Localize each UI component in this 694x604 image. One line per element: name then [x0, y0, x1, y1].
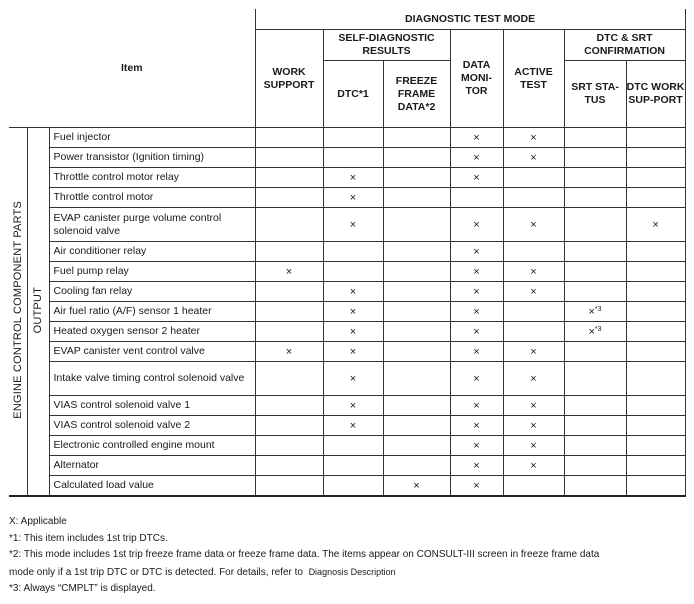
self-diag-header: SELF-DIAGNOSTIC RESULTS: [323, 30, 450, 61]
applicable-mark: ×: [652, 218, 659, 231]
dtc-work-support-header: DTC WORK SUP-PORT: [626, 61, 685, 128]
dtc-cell: [323, 456, 383, 476]
applicable-mark: ×: [530, 459, 537, 472]
srt-status-cell: [564, 242, 626, 262]
applicable-mark: ×: [349, 399, 357, 412]
srt-status-header: SRT STA-TUS: [564, 61, 626, 128]
dtc-work-support-cell: [626, 128, 685, 148]
work-support-cell: [255, 342, 323, 362]
dtc-work-support-cell: [626, 476, 685, 497]
active-test-cell: [503, 396, 564, 416]
data-monitor-cell: [450, 342, 503, 362]
data-monitor-cell: [450, 416, 503, 436]
dtc-cell: [323, 242, 383, 262]
dtc-cell: [323, 168, 383, 188]
work-support-cell: [255, 242, 323, 262]
srt-status-cell: [564, 168, 626, 188]
active-test-cell: [503, 148, 564, 168]
srt-status-cell: [564, 302, 626, 322]
freeze-frame-cell: [383, 302, 450, 322]
dtc-work-support-cell: [626, 396, 685, 416]
active-test-header: ACTIVE TEST: [503, 30, 564, 128]
subcategory-cell: [27, 128, 49, 497]
dtc-work-support-cell: [626, 322, 685, 342]
work-support-cell: [255, 148, 323, 168]
dtc-cell: [323, 362, 383, 396]
applicable-mark: ×: [349, 325, 357, 338]
diagnostic-test-mode-table: [9, 9, 686, 497]
srt-status-cell: [564, 322, 626, 342]
applicable-mark: ×: [473, 131, 480, 144]
table-row: [9, 322, 685, 342]
applicable-mark: ×: [473, 479, 480, 492]
item-cell: Fuel injector: [49, 128, 255, 148]
active-test-cell: [503, 168, 564, 188]
dtc-work-support-cell: [626, 416, 685, 436]
applicable-mark: ×: [473, 285, 480, 298]
table-row: [9, 148, 685, 168]
srt-status-cell: [564, 342, 626, 362]
table-row: [9, 262, 685, 282]
table-row: [9, 476, 685, 497]
data-monitor-cell: [450, 148, 503, 168]
active-test-cell: [503, 456, 564, 476]
dtc-work-support-cell: [626, 168, 685, 188]
data-monitor-cell: [450, 262, 503, 282]
dtc-work-support-cell: [626, 362, 685, 396]
dtc-cell: [323, 322, 383, 342]
item-cell: Air fuel ratio (A/F) sensor 1 heater: [49, 302, 255, 322]
work-support-cell: [255, 396, 323, 416]
srt-status-cell: [564, 282, 626, 302]
work-support-cell: [255, 456, 323, 476]
dtc-cell: [323, 262, 383, 282]
applicable-mark: ×: [349, 218, 357, 231]
work-support-cell: [255, 476, 323, 497]
freeze-frame-header: FREEZE FRAME DATA*2: [383, 61, 450, 128]
applicable-mark: ×: [530, 151, 537, 164]
freeze-frame-cell: [383, 342, 450, 362]
freeze-frame-cell: [383, 322, 450, 342]
srt-status-cell: [564, 456, 626, 476]
applicable-mark: ×: [473, 459, 480, 472]
work-support-cell: [255, 416, 323, 436]
applicable-mark: ×: [473, 372, 480, 385]
item-cell: Calculated load value: [49, 476, 255, 497]
mode-title-header: DIAGNOSTIC TEST MODE: [255, 9, 685, 30]
active-test-cell: [503, 342, 564, 362]
active-test-cell: [503, 362, 564, 396]
item-cell: Alternator: [49, 456, 255, 476]
dtc-work-support-cell: [626, 456, 685, 476]
dtc-work-support-cell: [626, 148, 685, 168]
dtc-cell: [323, 416, 383, 436]
applicable-mark: ×: [473, 325, 480, 338]
applicable-mark: ×: [285, 265, 293, 278]
dtc-cell: [323, 148, 383, 168]
data-monitor-cell: [450, 456, 503, 476]
data-monitor-header: DATA MONI-TOR: [450, 30, 503, 128]
srt-status-cell: [564, 208, 626, 242]
active-test-cell: [503, 128, 564, 148]
work-support-header: WORK SUPPORT: [255, 30, 323, 128]
dtc-cell: [323, 436, 383, 456]
applicable-mark: ×: [530, 419, 537, 432]
srt-status-cell: [564, 396, 626, 416]
table-row: [9, 282, 685, 302]
data-monitor-cell: [450, 168, 503, 188]
note-3: *3: Always “CMPLT” is displayed.: [9, 583, 156, 594]
applicable-mark: ×: [349, 305, 357, 318]
data-monitor-cell: [450, 302, 503, 322]
data-monitor-cell: [450, 128, 503, 148]
item-cell: Fuel pump relay: [49, 262, 255, 282]
category-cell: [9, 128, 27, 497]
note-1: *1: This item includes 1st trip DTCs.: [9, 532, 168, 544]
applicable-mark: ×: [473, 245, 480, 258]
active-test-cell: [503, 208, 564, 242]
table-row: [9, 242, 685, 262]
item-cell: Throttle control motor: [49, 188, 255, 208]
applicable-mark: ×: [530, 372, 537, 385]
freeze-frame-cell: [383, 128, 450, 148]
data-monitor-cell: [450, 282, 503, 302]
item-cell: Electronic controlled engine mount: [49, 436, 255, 456]
freeze-frame-cell: [383, 208, 450, 242]
note-2a: *2: This mode includes 1st trip freeze frame data or freeze frame data. The items appear on CONSULT-III screen in freeze frame data: [9, 549, 600, 560]
applicable-mark: ×: [473, 171, 480, 184]
note-2b-text: mode only if a 1st trip DTC or DTC is detected. For details, refer to: [9, 566, 303, 578]
applicable-mark: ×: [473, 305, 480, 318]
work-support-cell: [255, 168, 323, 188]
freeze-frame-cell: [383, 282, 450, 302]
active-test-cell: [503, 302, 564, 322]
dtc-work-support-cell: [626, 188, 685, 208]
active-test-cell: [503, 436, 564, 456]
category-label: ENGINE CONTROL COMPONENT PARTS: [11, 201, 24, 419]
item-cell: Heated oxygen sensor 2 heater: [49, 322, 255, 342]
dtc-cell: [323, 342, 383, 362]
table-row: [9, 188, 685, 208]
freeze-frame-cell: [383, 148, 450, 168]
freeze-frame-cell: [383, 396, 450, 416]
data-monitor-cell: [450, 188, 503, 208]
dtc-work-support-cell: [626, 208, 685, 242]
srt-status-cell: [564, 188, 626, 208]
applicable-mark: ×: [349, 372, 357, 385]
dtc-cell: [323, 476, 383, 497]
applicable-mark: ×: [473, 218, 480, 231]
srt-status-cell: [564, 416, 626, 436]
data-monitor-cell: [450, 476, 503, 497]
work-support-cell: [255, 282, 323, 302]
table-row: [9, 302, 685, 322]
applicable-mark: ×: [473, 419, 480, 432]
freeze-frame-cell: [383, 362, 450, 396]
dtc-work-support-cell: [626, 262, 685, 282]
dtc-work-support-cell: [626, 342, 685, 362]
dtc-work-support-cell: [626, 302, 685, 322]
table-row: [9, 456, 685, 476]
table-row: [9, 128, 685, 148]
dtc-cell: [323, 208, 383, 242]
active-test-cell: [503, 188, 564, 208]
applicable-mark: ×: [285, 345, 293, 358]
applicable-mark: ×: [530, 218, 537, 231]
applicable-mark: ×: [530, 399, 537, 412]
item-cell: VIAS control solenoid valve 1: [49, 396, 255, 416]
srt-status-cell: [564, 476, 626, 497]
freeze-frame-cell: [383, 188, 450, 208]
applicable-mark: ×: [588, 305, 595, 318]
applicable-mark: ×: [588, 325, 595, 338]
data-monitor-cell: [450, 242, 503, 262]
work-support-cell: [255, 188, 323, 208]
applicable-mark: ×: [349, 285, 357, 298]
dtc-cell: [323, 128, 383, 148]
dtc-cell: [323, 188, 383, 208]
applicable-mark: ×: [530, 439, 537, 452]
freeze-frame-cell: [383, 416, 450, 436]
data-monitor-cell: [450, 436, 503, 456]
active-test-cell: [503, 322, 564, 342]
applicable-mark: ×: [413, 479, 420, 492]
applicable-mark: ×: [473, 399, 480, 412]
dtc-work-support-cell: [626, 282, 685, 302]
applicable-mark: ×: [530, 345, 537, 358]
dtc-work-support-cell: [626, 436, 685, 456]
note-2b: [9, 564, 689, 582]
work-support-cell: [255, 128, 323, 148]
active-test-cell: [503, 282, 564, 302]
freeze-frame-cell: [383, 476, 450, 497]
active-test-cell: [503, 476, 564, 497]
footnotes: [9, 514, 689, 598]
item-cell: Air conditioner relay: [49, 242, 255, 262]
srt-status-cell: [564, 436, 626, 456]
dtc-cell: [323, 302, 383, 322]
applicable-mark: ×: [530, 131, 537, 144]
srt-status-cell: [564, 262, 626, 282]
freeze-frame-cell: [383, 168, 450, 188]
data-monitor-cell: [450, 396, 503, 416]
applicable-mark: ×: [349, 171, 357, 184]
applicable-mark: ×: [530, 265, 537, 278]
table-row: [9, 396, 685, 416]
item-cell: Power transistor (Ignition timing): [49, 148, 255, 168]
subcategory-label: OUTPUT: [32, 286, 44, 334]
data-monitor-cell: [450, 208, 503, 242]
table-row: [9, 362, 685, 396]
srt-status-cell: [564, 362, 626, 396]
dtc-work-support-cell: [626, 242, 685, 262]
applicable-mark: ×: [530, 285, 537, 298]
diagnosis-description-link[interactable]: Diagnosis Description: [308, 566, 396, 577]
table-row: [9, 436, 685, 456]
work-support-cell: [255, 436, 323, 456]
active-test-cell: [503, 242, 564, 262]
work-support-cell: [255, 362, 323, 396]
srt-footnote-ref: *3: [594, 325, 602, 333]
item-header: Item: [9, 9, 255, 128]
applicable-mark: ×: [349, 191, 357, 204]
dtc-cell: [323, 396, 383, 416]
data-monitor-cell: [450, 362, 503, 396]
srt-status-cell: [564, 128, 626, 148]
item-cell: EVAP canister purge volume control solenoid valve: [49, 208, 255, 242]
table-row: [9, 342, 685, 362]
dtc-header: DTC*1: [323, 61, 383, 128]
applicable-mark: ×: [349, 345, 357, 358]
item-cell: Cooling fan relay: [49, 282, 255, 302]
freeze-frame-cell: [383, 456, 450, 476]
applicable-mark: ×: [473, 265, 480, 278]
applicable-mark: ×: [349, 419, 357, 432]
dtc-srt-header: DTC & SRT CONFIRMATION: [564, 30, 685, 61]
work-support-cell: [255, 262, 323, 282]
active-test-cell: [503, 416, 564, 436]
srt-status-cell: [564, 148, 626, 168]
applicable-mark: ×: [473, 151, 480, 164]
item-cell: EVAP canister vent control valve: [49, 342, 255, 362]
work-support-cell: [255, 322, 323, 342]
active-test-cell: [503, 262, 564, 282]
freeze-frame-cell: [383, 242, 450, 262]
freeze-frame-cell: [383, 262, 450, 282]
item-cell: Intake valve timing control solenoid valve: [49, 362, 255, 396]
table-row: [9, 208, 685, 242]
table-row: [9, 168, 685, 188]
applicable-mark: ×: [473, 345, 480, 358]
item-cell: Throttle control motor relay: [49, 168, 255, 188]
item-cell: VIAS control solenoid valve 2: [49, 416, 255, 436]
data-monitor-cell: [450, 322, 503, 342]
dtc-cell: [323, 282, 383, 302]
table-row: [9, 416, 685, 436]
applicable-note: X: Applicable: [9, 516, 67, 527]
work-support-cell: [255, 302, 323, 322]
srt-footnote-ref: *3: [594, 305, 602, 313]
applicable-mark: ×: [473, 439, 480, 452]
freeze-frame-cell: [383, 436, 450, 456]
work-support-cell: [255, 208, 323, 242]
